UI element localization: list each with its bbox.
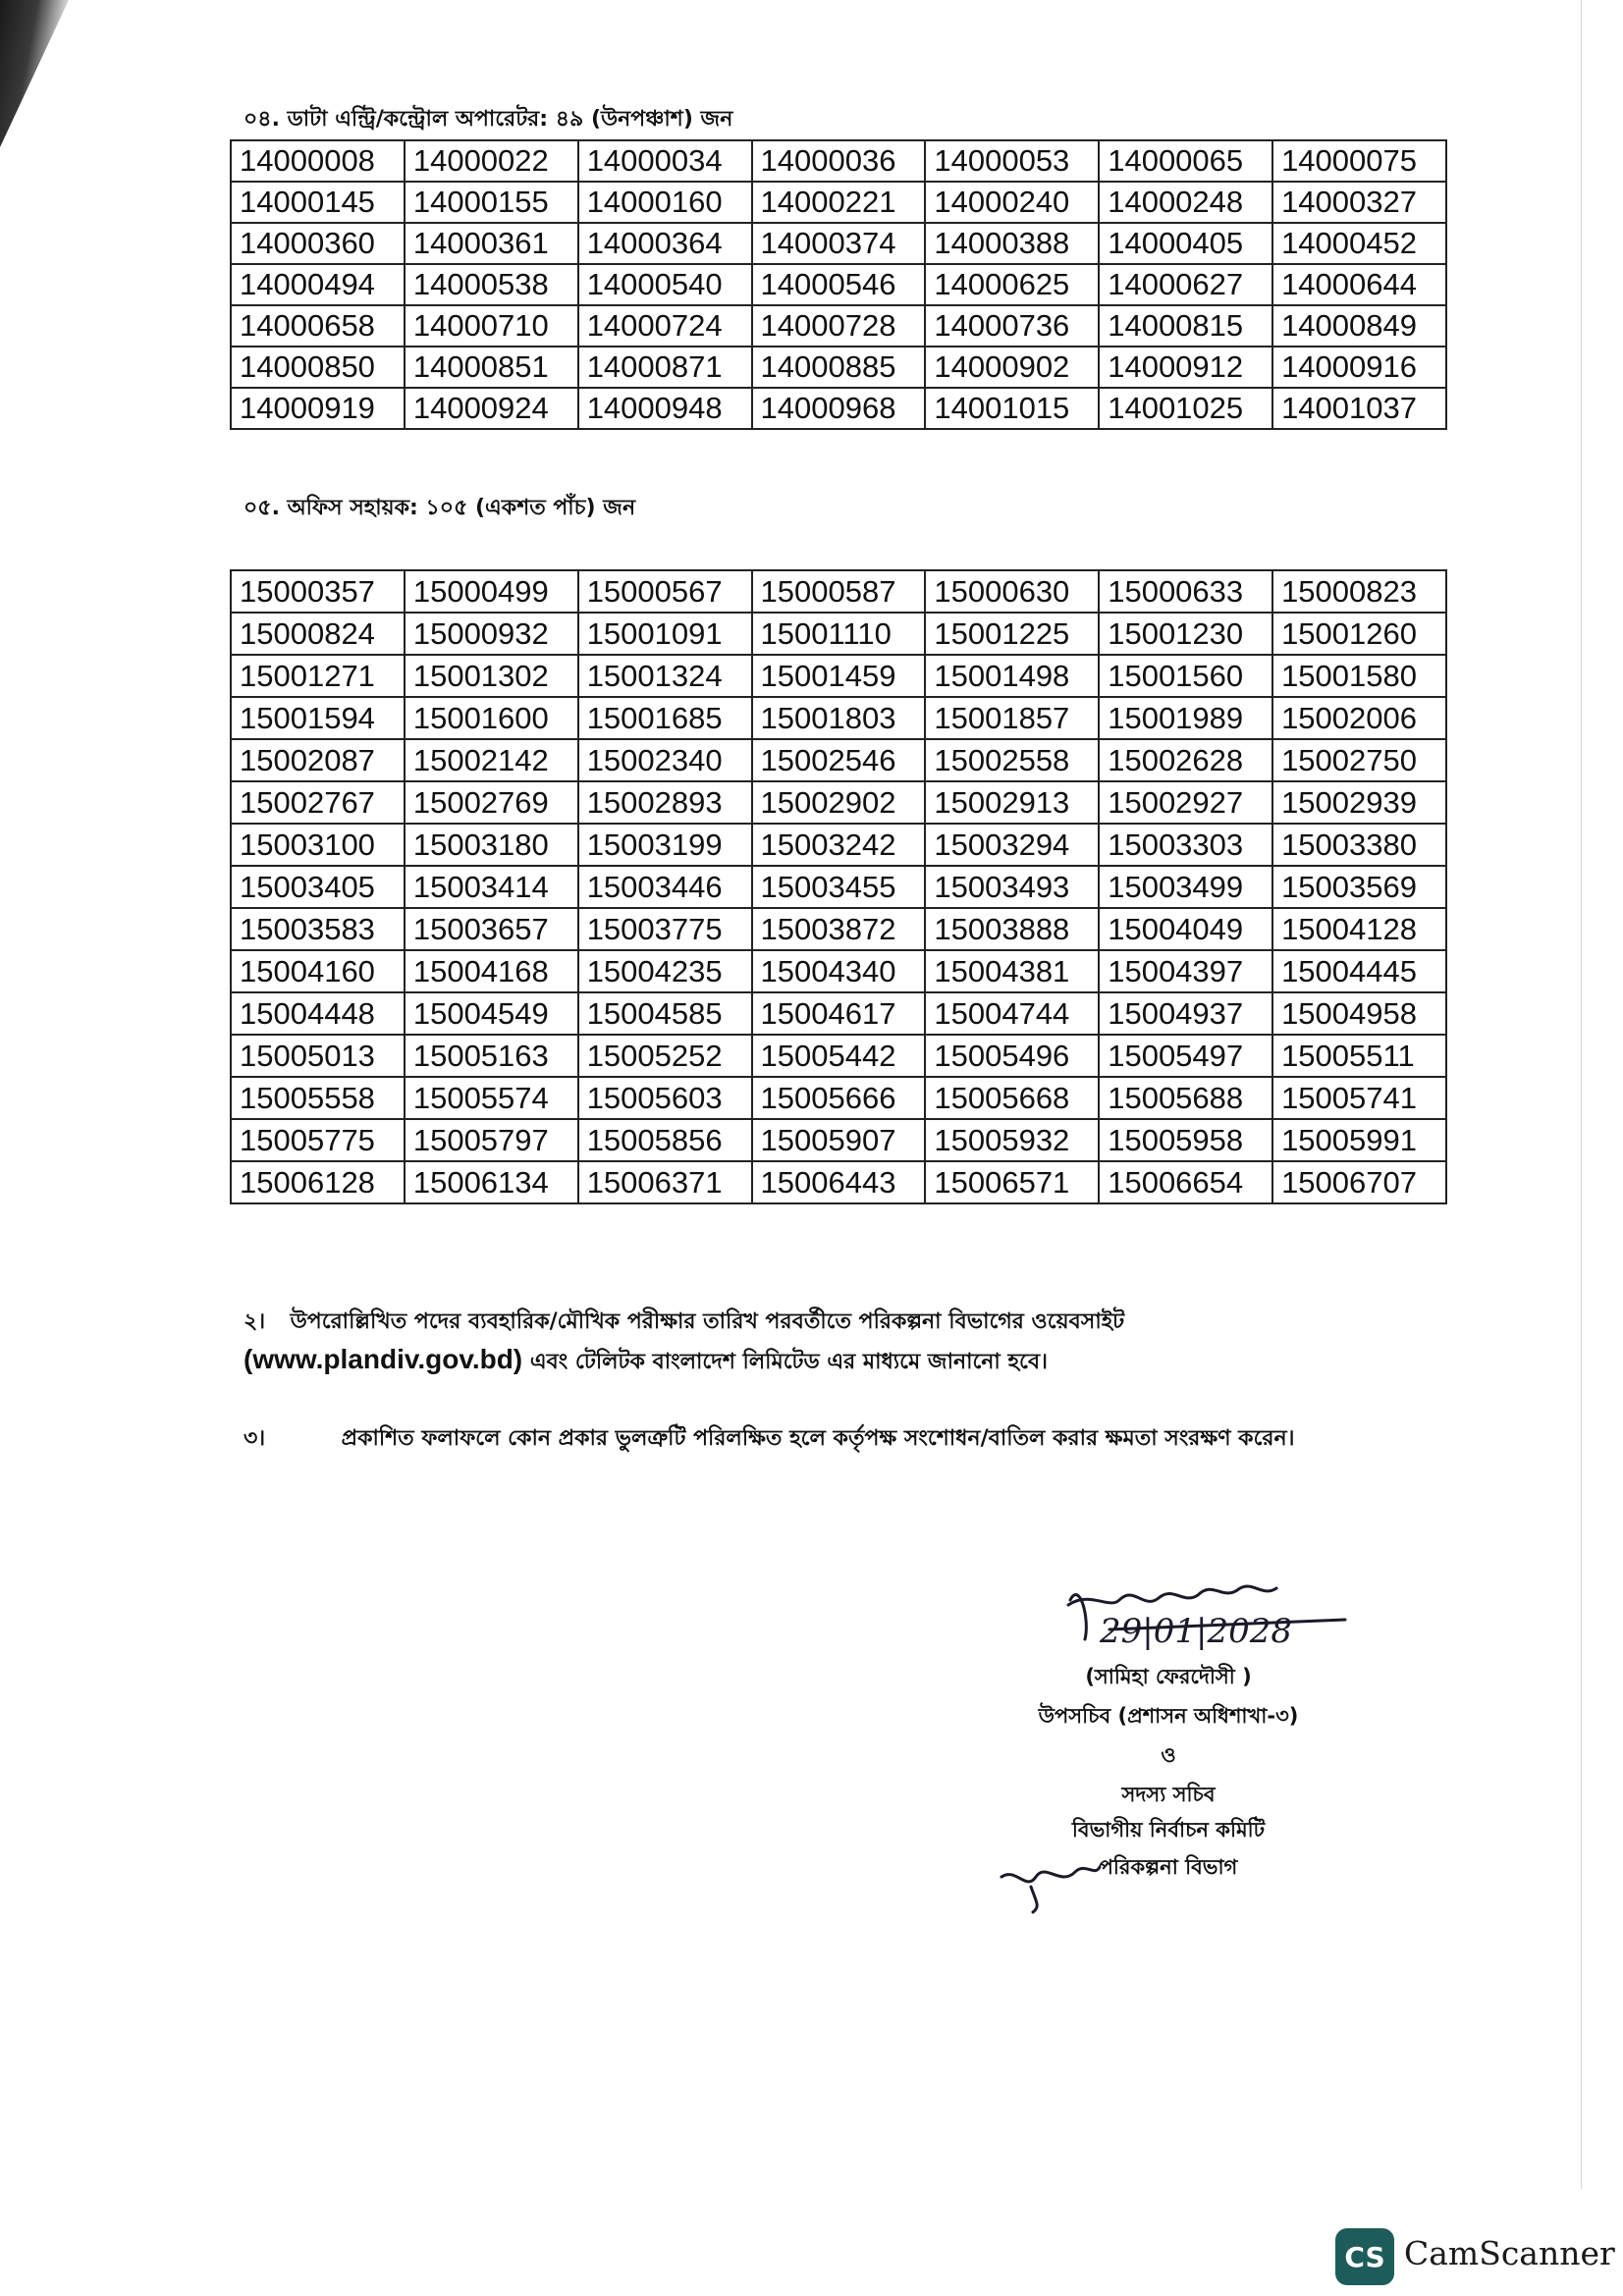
roll-number-cell: 14000850	[231, 347, 405, 388]
roll-number-cell: 15002767	[231, 781, 405, 824]
roll-number-cell: 14000919	[231, 388, 405, 429]
roll-number-cell: 14000327	[1272, 182, 1446, 223]
roll-number-cell: 15004958	[1272, 992, 1446, 1035]
scan-edge-line	[1581, 0, 1582, 2189]
roll-number-cell: 15004445	[1272, 950, 1446, 992]
roll-number-cell: 15005163	[405, 1035, 578, 1077]
roll-number-cell: 14000724	[578, 305, 752, 347]
roll-number-cell: 15002750	[1272, 739, 1446, 781]
roll-number-cell: 15002006	[1272, 697, 1446, 739]
signatory-designation: উপসচিব (প্রশাসন অধিশাখা-৩)	[1038, 1704, 1299, 1728]
roll-number-cell: 15005775	[231, 1119, 405, 1161]
roll-number-cell: 15003569	[1272, 866, 1446, 908]
section-04-table	[230, 139, 1447, 430]
roll-number-cell: 15005558	[231, 1077, 405, 1119]
signatory-name: (সামিহা ফেরদৌসী )	[1085, 1665, 1252, 1688]
table-row	[231, 1119, 1446, 1161]
roll-number-cell: 15000633	[1099, 570, 1272, 613]
roll-number-cell: 15005442	[752, 1035, 926, 1077]
roll-number-cell: 15005958	[1099, 1119, 1272, 1161]
roll-number-cell: 15003455	[752, 866, 926, 908]
roll-number-cell: 15003888	[925, 908, 1099, 950]
table-row	[231, 140, 1446, 182]
roll-number-cell: 15006571	[925, 1161, 1099, 1203]
roll-number-cell: 15003242	[752, 824, 926, 866]
roll-number-cell: 15001803	[752, 697, 926, 739]
roll-number-cell: 15005668	[925, 1077, 1099, 1119]
roll-number-cell: 14000916	[1272, 347, 1446, 388]
table-row	[231, 992, 1446, 1035]
paragraph-3	[243, 1421, 1451, 1458]
roll-number-cell: 15004617	[752, 992, 926, 1035]
roll-number-cell: 15004397	[1099, 950, 1272, 992]
roll-number-cell: 15005496	[925, 1035, 1099, 1077]
roll-number-cell: 15002546	[752, 739, 926, 781]
roll-number-cell: 14000240	[925, 182, 1099, 223]
roll-number-cell: 14000036	[752, 140, 926, 182]
roll-number-cell: 15003775	[578, 908, 752, 950]
table-row	[231, 264, 1446, 305]
roll-number-cell: 14000540	[578, 264, 752, 305]
roll-number-cell: 14000625	[925, 264, 1099, 305]
initials-signature	[992, 1847, 1109, 1916]
roll-number-cell: 15001324	[578, 655, 752, 697]
division-name: পরিকল্পনা বিভাগ	[1099, 1855, 1238, 1879]
roll-number-cell: 14000710	[405, 305, 578, 347]
roll-number-cell: 14000851	[405, 347, 578, 388]
table-row	[231, 908, 1446, 950]
roll-number-cell: 15005013	[231, 1035, 405, 1077]
roll-number-cell: 15005603	[578, 1077, 752, 1119]
roll-number-cell: 15003872	[752, 908, 926, 950]
roll-number-cell: 14000815	[1099, 305, 1272, 347]
roll-number-cell: 15005932	[925, 1119, 1099, 1161]
table-row	[231, 950, 1446, 992]
roll-number-cell: 15005797	[405, 1119, 578, 1161]
roll-number-cell: 15004049	[1099, 908, 1272, 950]
roll-number-cell: 15004448	[231, 992, 405, 1035]
roll-number-cell: 15003100	[231, 824, 405, 866]
section-05-table	[230, 569, 1447, 1204]
roll-number-cell: 14000388	[925, 223, 1099, 264]
paragraph-3-text: প্রকাশিত ফলাফলে কোন প্রকার ভুলত্রুটি পরিলক্ষিত হলে কর্তৃপক্ষ সংশোধন/বাতিল করার ক্ষমতা সংরক্ষণ করেন।	[341, 1426, 1295, 1451]
roll-number-cell: 14000405	[1099, 223, 1272, 264]
table-row	[231, 781, 1446, 824]
roll-number-cell: 14000053	[925, 140, 1099, 182]
roll-number-cell: 14000948	[578, 388, 752, 429]
roll-number-cell: 15004340	[752, 950, 926, 992]
roll-number-cell: 15002558	[925, 739, 1099, 781]
roll-number-cell: 15001091	[578, 613, 752, 655]
table-row	[231, 655, 1446, 697]
signatory-role: সদস্য সচিব	[1121, 1783, 1216, 1806]
roll-number-cell: 15003493	[925, 866, 1099, 908]
roll-number-cell: 14000728	[752, 305, 926, 347]
roll-number-cell: 14000160	[578, 182, 752, 223]
table-row	[231, 570, 1446, 613]
roll-number-cell: 14000221	[752, 182, 926, 223]
roll-number-cell: 15001498	[925, 655, 1099, 697]
roll-number-cell: 15005666	[752, 1077, 926, 1119]
paragraph-2-text: উপরোল্লিখিত পদের ব্যবহারিক/মৌখিক পরীক্ষার তারিখ পরবর্তীতে পরিকল্পনা বিভাগের ওয়েবসাইট	[290, 1309, 1125, 1334]
roll-number-cell: 15005511	[1272, 1035, 1446, 1077]
roll-number-cell: 15002142	[405, 739, 578, 781]
table-row	[231, 824, 1446, 866]
roll-number-cell: 15006371	[578, 1161, 752, 1203]
roll-number-cell: 15003180	[405, 824, 578, 866]
roll-number-cell: 15000630	[925, 570, 1099, 613]
paragraph-3-number: ৩।	[243, 1426, 266, 1451]
roll-number-cell: 15004744	[925, 992, 1099, 1035]
roll-number-cell: 15001560	[1099, 655, 1272, 697]
roll-number-cell: 15002939	[1272, 781, 1446, 824]
roll-number-cell: 15000587	[752, 570, 926, 613]
roll-number-cell: 15006654	[1099, 1161, 1272, 1203]
roll-number-cell: 14000364	[578, 223, 752, 264]
section-04-heading: ০৪. ডাটা এন্ট্রি/কন্ট্রোল অপারেটর: ৪৯ (উনপঞ্চাশ) জন	[243, 107, 733, 132]
signature-date: 29|01|2028	[1100, 1612, 1292, 1651]
roll-number-cell: 15005741	[1272, 1077, 1446, 1119]
roll-number-cell: 15001580	[1272, 655, 1446, 697]
roll-number-cell: 15003583	[231, 908, 405, 950]
roll-number-cell: 14000849	[1272, 305, 1446, 347]
roll-number-cell: 15001260	[1272, 613, 1446, 655]
roll-number-cell: 15005497	[1099, 1035, 1272, 1077]
roll-number-cell: 15000357	[231, 570, 405, 613]
roll-number-cell: 15004585	[578, 992, 752, 1035]
scan-corner-shadow	[0, 0, 69, 147]
roll-number-cell: 14000065	[1099, 140, 1272, 182]
roll-number-cell: 15006134	[405, 1161, 578, 1203]
roll-number-cell: 14000145	[231, 182, 405, 223]
roll-number-cell: 15005856	[578, 1119, 752, 1161]
roll-number-cell: 15003294	[925, 824, 1099, 866]
website-url: (www.plandiv.gov.bd)	[243, 1344, 523, 1374]
roll-number-cell: 14001015	[925, 388, 1099, 429]
roll-number-cell: 15004168	[405, 950, 578, 992]
roll-number-cell: 14000658	[231, 305, 405, 347]
roll-number-cell: 15003499	[1099, 866, 1272, 908]
roll-number-cell: 15004160	[231, 950, 405, 992]
roll-number-cell: 15002902	[752, 781, 926, 824]
roll-number-cell: 15005907	[752, 1119, 926, 1161]
roll-number-cell: 15001225	[925, 613, 1099, 655]
roll-number-cell: 14000902	[925, 347, 1099, 388]
roll-number-cell: 15004549	[405, 992, 578, 1035]
roll-number-cell: 14000924	[405, 388, 578, 429]
roll-number-cell: 14000494	[231, 264, 405, 305]
conjunction: ও	[1161, 1743, 1176, 1767]
roll-number-cell: 15000567	[578, 570, 752, 613]
table-row	[231, 697, 1446, 739]
roll-number-cell: 14000034	[578, 140, 752, 182]
roll-number-cell: 14000912	[1099, 347, 1272, 388]
roll-number-cell: 14000538	[405, 264, 578, 305]
roll-number-cell: 14001037	[1272, 388, 1446, 429]
roll-number-cell: 15002087	[231, 739, 405, 781]
roll-number-cell: 15003657	[405, 908, 578, 950]
roll-number-cell: 15003380	[1272, 824, 1446, 866]
roll-number-cell: 15002769	[405, 781, 578, 824]
table-row	[231, 182, 1446, 223]
roll-number-cell: 15005991	[1272, 1119, 1446, 1161]
roll-number-cell: 15000499	[405, 570, 578, 613]
table-row	[231, 866, 1446, 908]
roll-number-cell: 15006128	[231, 1161, 405, 1203]
roll-number-cell: 15005574	[405, 1077, 578, 1119]
roll-number-cell: 15006707	[1272, 1161, 1446, 1203]
roll-number-cell: 14000644	[1272, 264, 1446, 305]
roll-number-cell: 14000248	[1099, 182, 1272, 223]
paragraph-2-text-rest: এবং টেলিটক বাংলাদেশ লিমিটেড এর মাধ্যমে জানানো হবে।	[529, 1350, 1048, 1374]
paragraph-2-number: ২।	[243, 1309, 266, 1334]
roll-number-cell: 15002628	[1099, 739, 1272, 781]
roll-number-cell: 14000008	[231, 140, 405, 182]
table-row	[231, 305, 1446, 347]
roll-number-cell: 15001594	[231, 697, 405, 739]
roll-number-cell: 15002893	[578, 781, 752, 824]
roll-number-cell: 15001989	[1099, 697, 1272, 739]
roll-number-cell: 14001025	[1099, 388, 1272, 429]
roll-number-cell: 15001857	[925, 697, 1099, 739]
roll-number-cell: 14000022	[405, 140, 578, 182]
roll-number-cell: 14000452	[1272, 223, 1446, 264]
roll-number-cell: 15004235	[578, 950, 752, 992]
roll-number-cell: 15004128	[1272, 908, 1446, 950]
roll-number-cell: 14000871	[578, 347, 752, 388]
roll-number-cell: 14000360	[231, 223, 405, 264]
roll-number-cell: 14000627	[1099, 264, 1272, 305]
section-05-heading: ০৫. অফিস সহায়ক: ১০৫ (একশত পাঁচ) জন	[243, 496, 636, 520]
roll-number-cell: 15005252	[578, 1035, 752, 1077]
roll-number-cell: 15004381	[925, 950, 1099, 992]
roll-number-cell: 15001459	[752, 655, 926, 697]
roll-number-cell: 15002927	[1099, 781, 1272, 824]
table-row	[231, 223, 1446, 264]
roll-number-cell: 15006443	[752, 1161, 926, 1203]
roll-number-cell: 14000374	[752, 223, 926, 264]
camscanner-label: CamScanner	[1404, 2234, 1615, 2272]
roll-number-cell: 14000075	[1272, 140, 1446, 182]
roll-number-cell: 15003303	[1099, 824, 1272, 866]
committee-name: বিভাগীয় নির্বাচন কমিটি	[1071, 1818, 1266, 1842]
paragraph-2-line2	[243, 1341, 1443, 1381]
roll-number-cell: 15003414	[405, 866, 578, 908]
table-row	[231, 613, 1446, 655]
paragraph-2-line1	[243, 1304, 1443, 1341]
roll-number-cell: 15000824	[231, 613, 405, 655]
roll-number-cell: 15001685	[578, 697, 752, 739]
roll-number-cell: 15000932	[405, 613, 578, 655]
table-row	[231, 1035, 1446, 1077]
table-row	[231, 347, 1446, 388]
paragraph-2	[243, 1304, 1443, 1381]
table-row	[231, 739, 1446, 781]
roll-number-cell: 15001110	[752, 613, 926, 655]
roll-number-cell: 15004937	[1099, 992, 1272, 1035]
roll-number-cell: 14000968	[752, 388, 926, 429]
roll-number-cell: 14000885	[752, 347, 926, 388]
table-row	[231, 1161, 1446, 1203]
roll-number-cell: 14000736	[925, 305, 1099, 347]
roll-number-cell: 14000546	[752, 264, 926, 305]
roll-number-cell: 15000823	[1272, 570, 1446, 613]
roll-number-cell: 14000361	[405, 223, 578, 264]
roll-number-cell: 15001302	[405, 655, 578, 697]
roll-number-cell: 15002913	[925, 781, 1099, 824]
camscanner-logo-icon: CS	[1335, 2228, 1394, 2285]
roll-number-cell: 14000155	[405, 182, 578, 223]
table-row	[231, 1077, 1446, 1119]
table-row	[231, 388, 1446, 429]
roll-number-cell: 15003405	[231, 866, 405, 908]
roll-number-cell: 15005688	[1099, 1077, 1272, 1119]
roll-number-cell: 15003199	[578, 824, 752, 866]
roll-number-cell: 15001600	[405, 697, 578, 739]
roll-number-cell: 15001271	[231, 655, 405, 697]
roll-number-cell: 15003446	[578, 866, 752, 908]
roll-number-cell: 15001230	[1099, 613, 1272, 655]
roll-number-cell: 15002340	[578, 739, 752, 781]
